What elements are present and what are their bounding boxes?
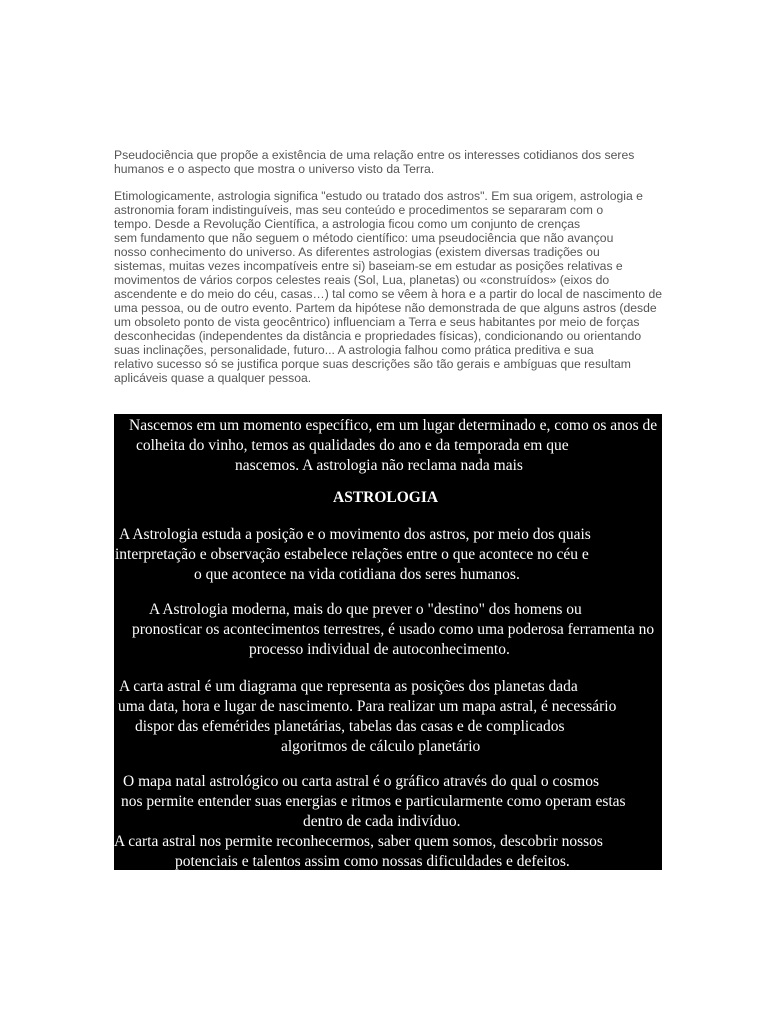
text-line: desconhecidas (independentes da distância e propriedades físicas), condicionando ou orientando	[114, 329, 642, 343]
block5-line: nos permite entender suas energias e ritmos e particularmente como operam estas	[121, 793, 626, 810]
block2-line: interpretação e observação estabelece relações entre o que acontece no céu e	[115, 546, 589, 563]
text-line: tempo. Desde a Revolução Científica, a astrologia ficou como um conjunto de crenças	[114, 217, 581, 231]
block4-line: dispor das efemérides planetárias, tabelas das casas e de complicados	[135, 718, 565, 735]
block4-line: algoritmos de cálculo planetário	[281, 738, 481, 755]
block3-line: pronosticar os acontecimentos terrestres, é usado como uma poderosa ferramenta no	[132, 621, 655, 638]
intro-paragraph-2	[114, 189, 674, 385]
block3-line: A Astrologia moderna, mais do que prever o "destino" dos homens ou	[149, 601, 582, 618]
text-line: movimentos de vários corpos celestes reais (Sol, Lua, planetas) ou «construídos» (eixos do	[114, 273, 610, 287]
text-line: um obsoleto ponto de vista geocêntrico) influenciam a Terra e seus habitantes por meio de forças	[114, 315, 640, 329]
block2-line: A Astrologia estuda a posição e o movimento dos astros, por meio dos quais	[119, 526, 591, 543]
block1-line: colheita do vinho, temos as qualidades do ano e da temporada em que	[136, 437, 569, 454]
intro-text	[114, 148, 674, 385]
block5-line: potenciais e talentos assim como nossas dificuldades e defeitos.	[175, 853, 570, 870]
text-line: nosso conhecimento do universo. As diferentes astrologias (existem diversas tradições ou	[114, 245, 600, 259]
text-line: relativo sucesso só se justifica porque suas descrições são tão gerais e ambíguas que resultam	[114, 357, 631, 371]
text-line: Etimologicamente, astrologia significa "estudo ou tratado dos astros". Em sua origem, astrologia e	[114, 189, 643, 203]
section-heading: ASTROLOGIA	[333, 489, 439, 506]
text-line: Pseudociência que propõe a existência de uma relação entre os interesses cotidianos dos seres	[114, 148, 635, 162]
text-line: suas inclinações, personalidade, futuro... A astrologia falhou como prática preditiva e sua	[114, 343, 594, 357]
text-line: uma pessoa, ou de outro evento. Partem da hipótese não demonstrada de que alguns astros (desde	[114, 301, 657, 315]
block5-line: dentro de cada indivíduo.	[303, 813, 461, 830]
intro-paragraph-1	[114, 148, 674, 176]
block4-line: A carta astral é um diagrama que representa as posições dos planetas dada	[119, 678, 578, 695]
block2-line: o que acontece na vida cotidiana dos seres humanos.	[194, 566, 520, 583]
block4-line: uma data, hora e lugar de nascimento. Para realizar um mapa astral, é necessário	[118, 698, 617, 715]
block5-line: A carta astral nos permite reconhecermos, saber quem somos, descobrir nossos	[114, 833, 603, 850]
block1-line: Nascemos em um momento específico, em um lugar determinado e, como os anos de	[129, 417, 658, 434]
text-line: sem fundamento que não seguem o método científico: uma pseudociência que não avançou	[114, 231, 614, 245]
text-line: aplicáveis quase a qualquer pessoa.	[114, 371, 312, 385]
block5-line: O mapa natal astrológico ou carta astral é o gráfico através do qual o cosmos	[123, 773, 600, 790]
block3-line: processo individual de autoconhecimento.	[249, 641, 510, 658]
block1-line: nascemos. A astrologia não reclama nada mais	[235, 457, 523, 474]
text-line: sistemas, muitas vezes incompatíveis entre si) baseiam-se em estudar as posições relativas e	[114, 259, 623, 273]
text-line: astronomia foram indistinguíveis, mas seu conteúdo e procedimentos se separaram com o	[114, 203, 604, 217]
text-line: humanos e o aspecto que mostra o universo visto da Terra.	[114, 162, 435, 176]
text-line: ascendente e do meio do céu, casas…) tal como se vêem à hora e a partir do local de nascimento de	[114, 287, 663, 301]
astrology-panel	[114, 414, 662, 870]
